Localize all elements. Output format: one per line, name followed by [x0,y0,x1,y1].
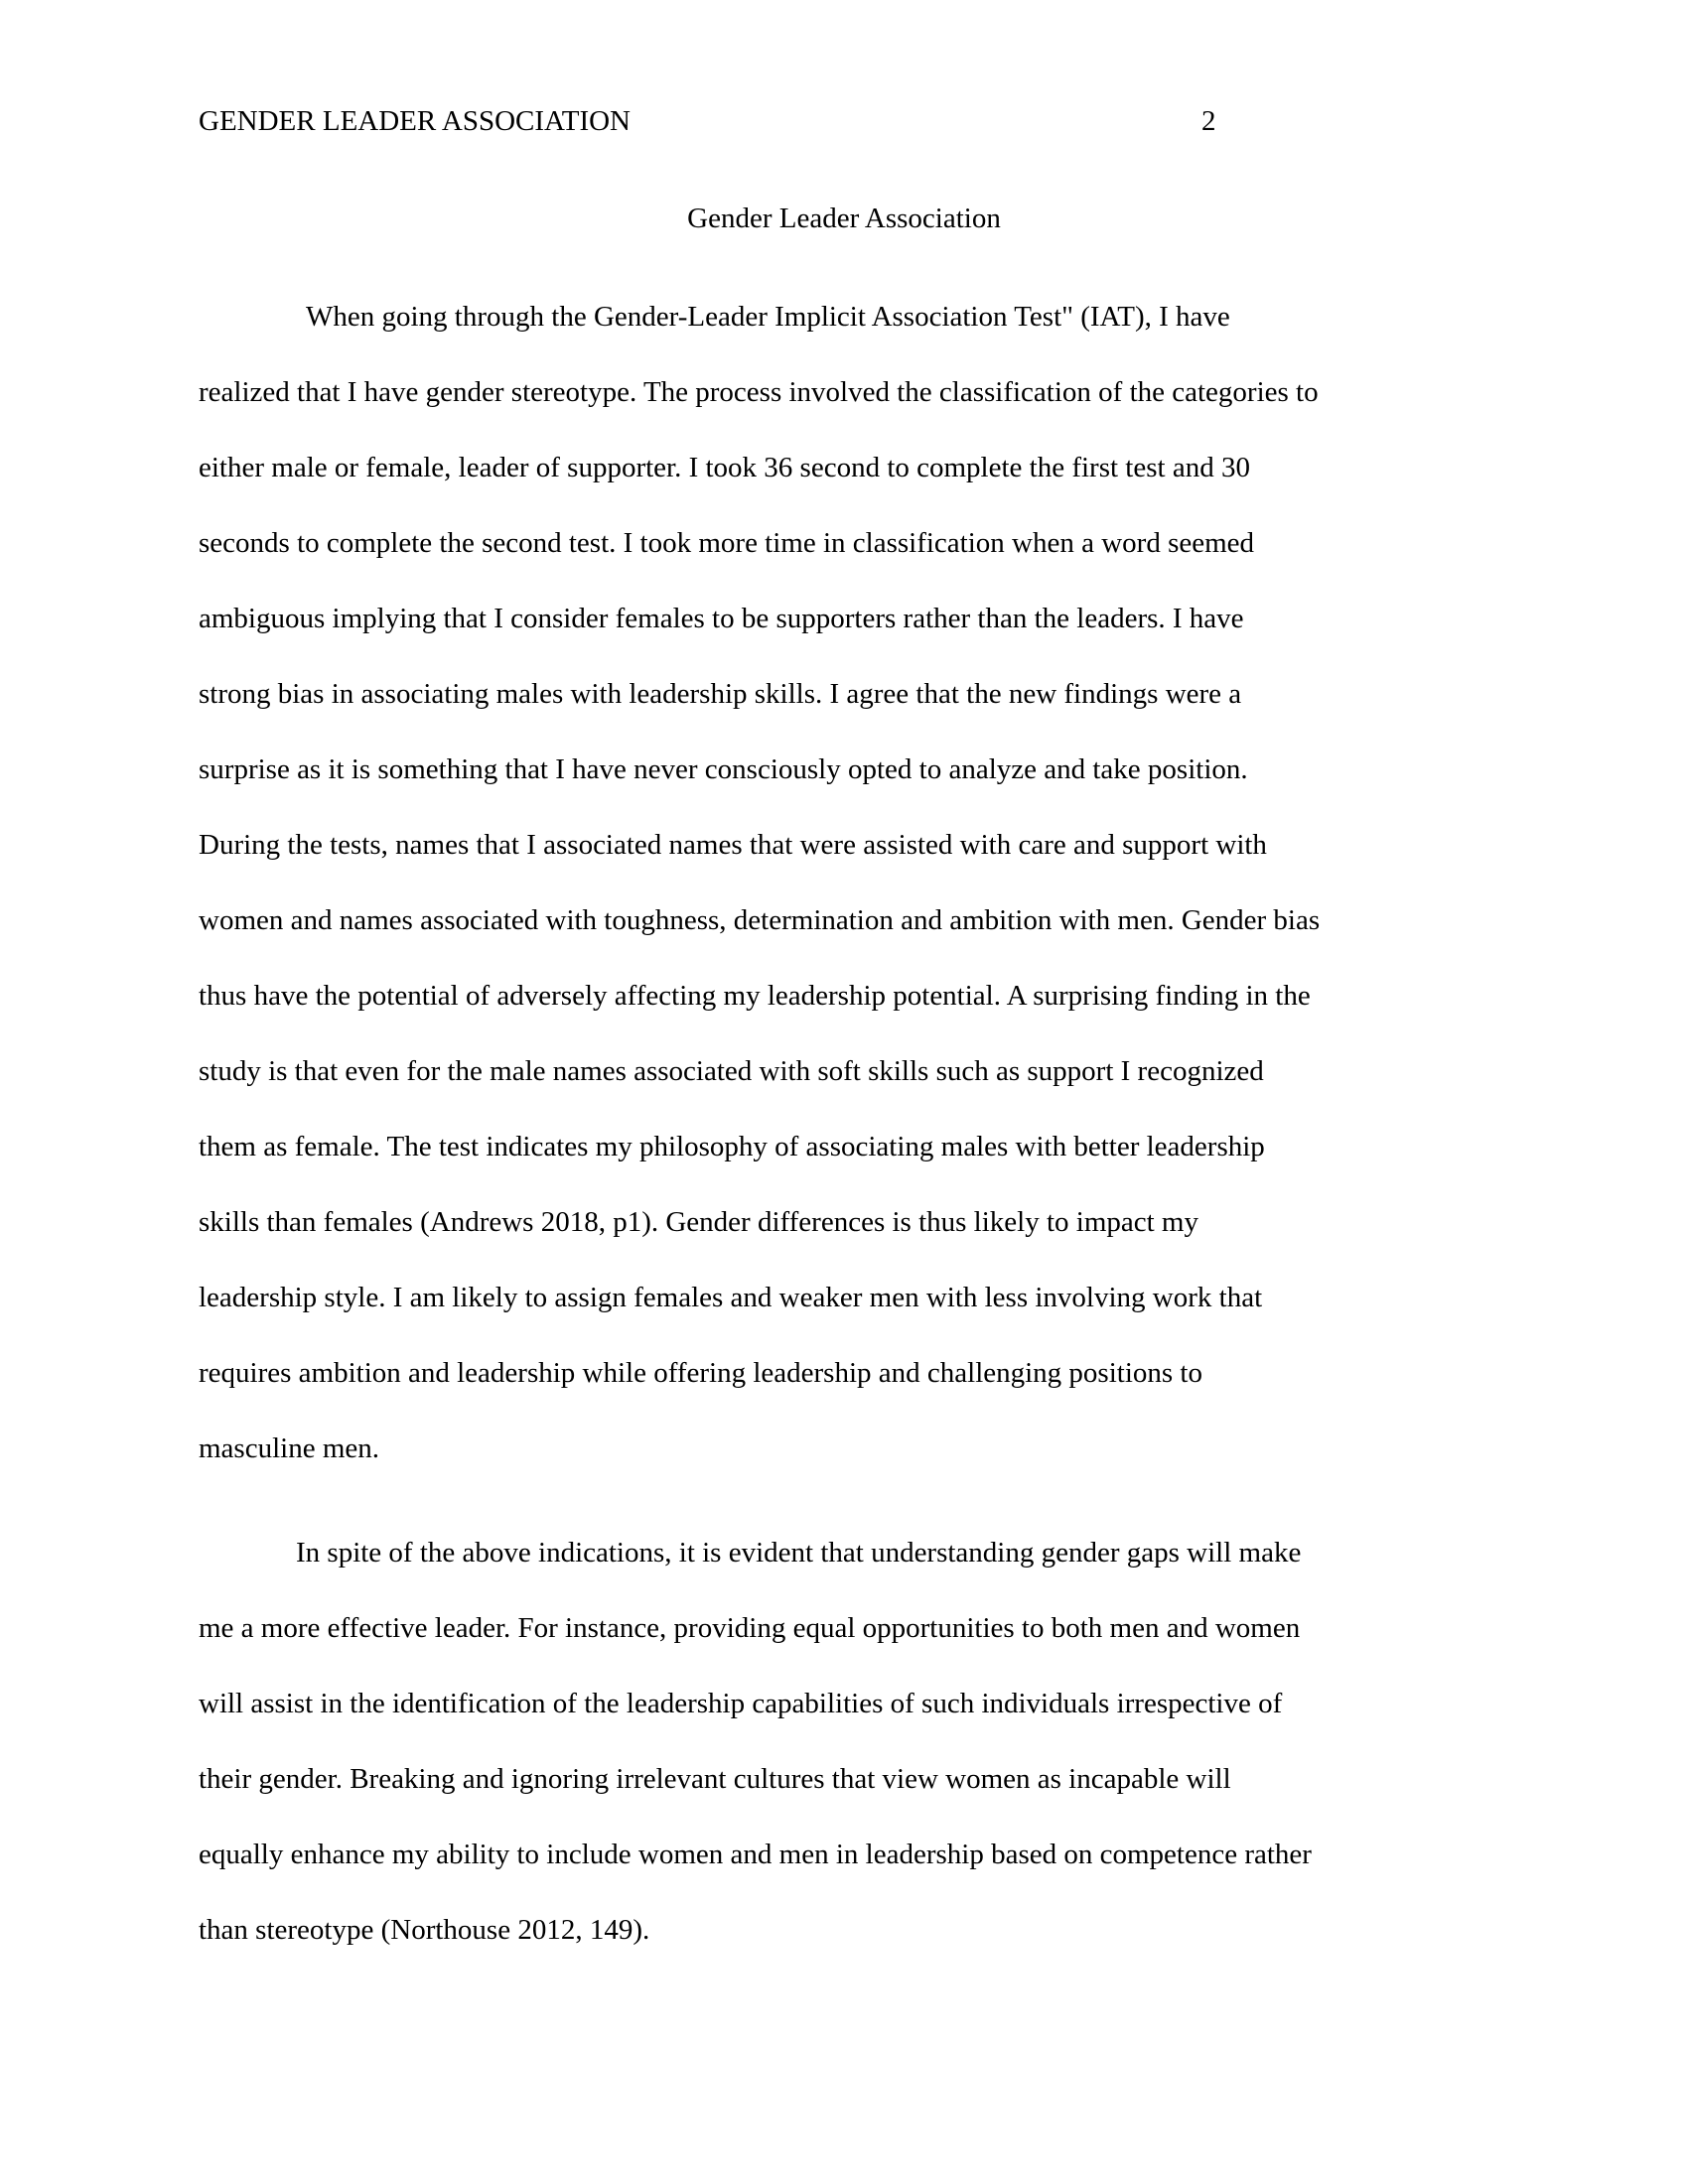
paragraph-line: When going through the Gender-Leader Implicit Association Test" (IAT), I have [306,301,1230,333]
paragraph-line: During the tests, names that I associated names that were assisted with care and support with [199,829,1267,861]
paragraph-line: leadership style. I am likely to assign females and weaker men with less involving work that [199,1282,1263,1313]
paragraph-line: realized that I have gender stereotype. The process involved the classification of the categories to [199,376,1319,408]
paragraph-line: surprise as it is something that I have never consciously opted to analyze and take position. [199,753,1248,785]
paragraph-line: will assist in the identification of the leadership capabilities of such individuals irrespective of [199,1688,1283,1719]
paragraph-line: seconds to complete the second test. I took more time in classification when a word seemed [199,527,1255,559]
paragraph-line: than stereotype (Northouse 2012, 149). [199,1914,650,1946]
paragraph-line: masculine men. [199,1433,380,1464]
paragraph-line: ambiguous implying that I consider females to be supporters rather than the leaders. I have [199,603,1244,634]
paragraph-line: strong bias in associating males with leadership skills. I agree that the new findings were a [199,678,1242,710]
page-number: 2 [1201,105,1216,137]
paragraph-line: me a more effective leader. For instance, providing equal opportunities to both men and women [199,1612,1301,1644]
document-title: Gender Leader Association [687,203,1001,234]
paragraph-1 [199,279,1509,1486]
paragraph-line: thus have the potential of adversely affecting my leadership potential. A surprising finding in the [199,980,1311,1012]
paragraph-line: them as female. The test indicates my philosophy of associating males with better leadership [199,1131,1265,1162]
paragraph-line: In spite of the above indications, it is evident that understanding gender gaps will make [296,1537,1302,1569]
paragraph-line: equally enhance my ability to include women and men in leadership based on competence rather [199,1839,1312,1870]
paragraph-line: study is that even for the male names associated with soft skills such as support I recognized [199,1055,1264,1087]
running-head: GENDER LEADER ASSOCIATION [199,105,631,137]
paragraph-line: women and names associated with toughness, determination and ambition with men. Gender bias [199,904,1321,936]
paragraph-line: either male or female, leader of supporter. I took 36 second to complete the first test and 30 [199,452,1250,483]
paragraph-line: their gender. Breaking and ignoring irrelevant cultures that view women as incapable will [199,1763,1231,1795]
paragraph-line: skills than females (Andrews 2018, p1). Gender differences is thus likely to impact my [199,1206,1198,1238]
paragraph-2 [199,1515,1509,1968]
paragraph-line: requires ambition and leadership while offering leadership and challenging positions to [199,1357,1202,1389]
